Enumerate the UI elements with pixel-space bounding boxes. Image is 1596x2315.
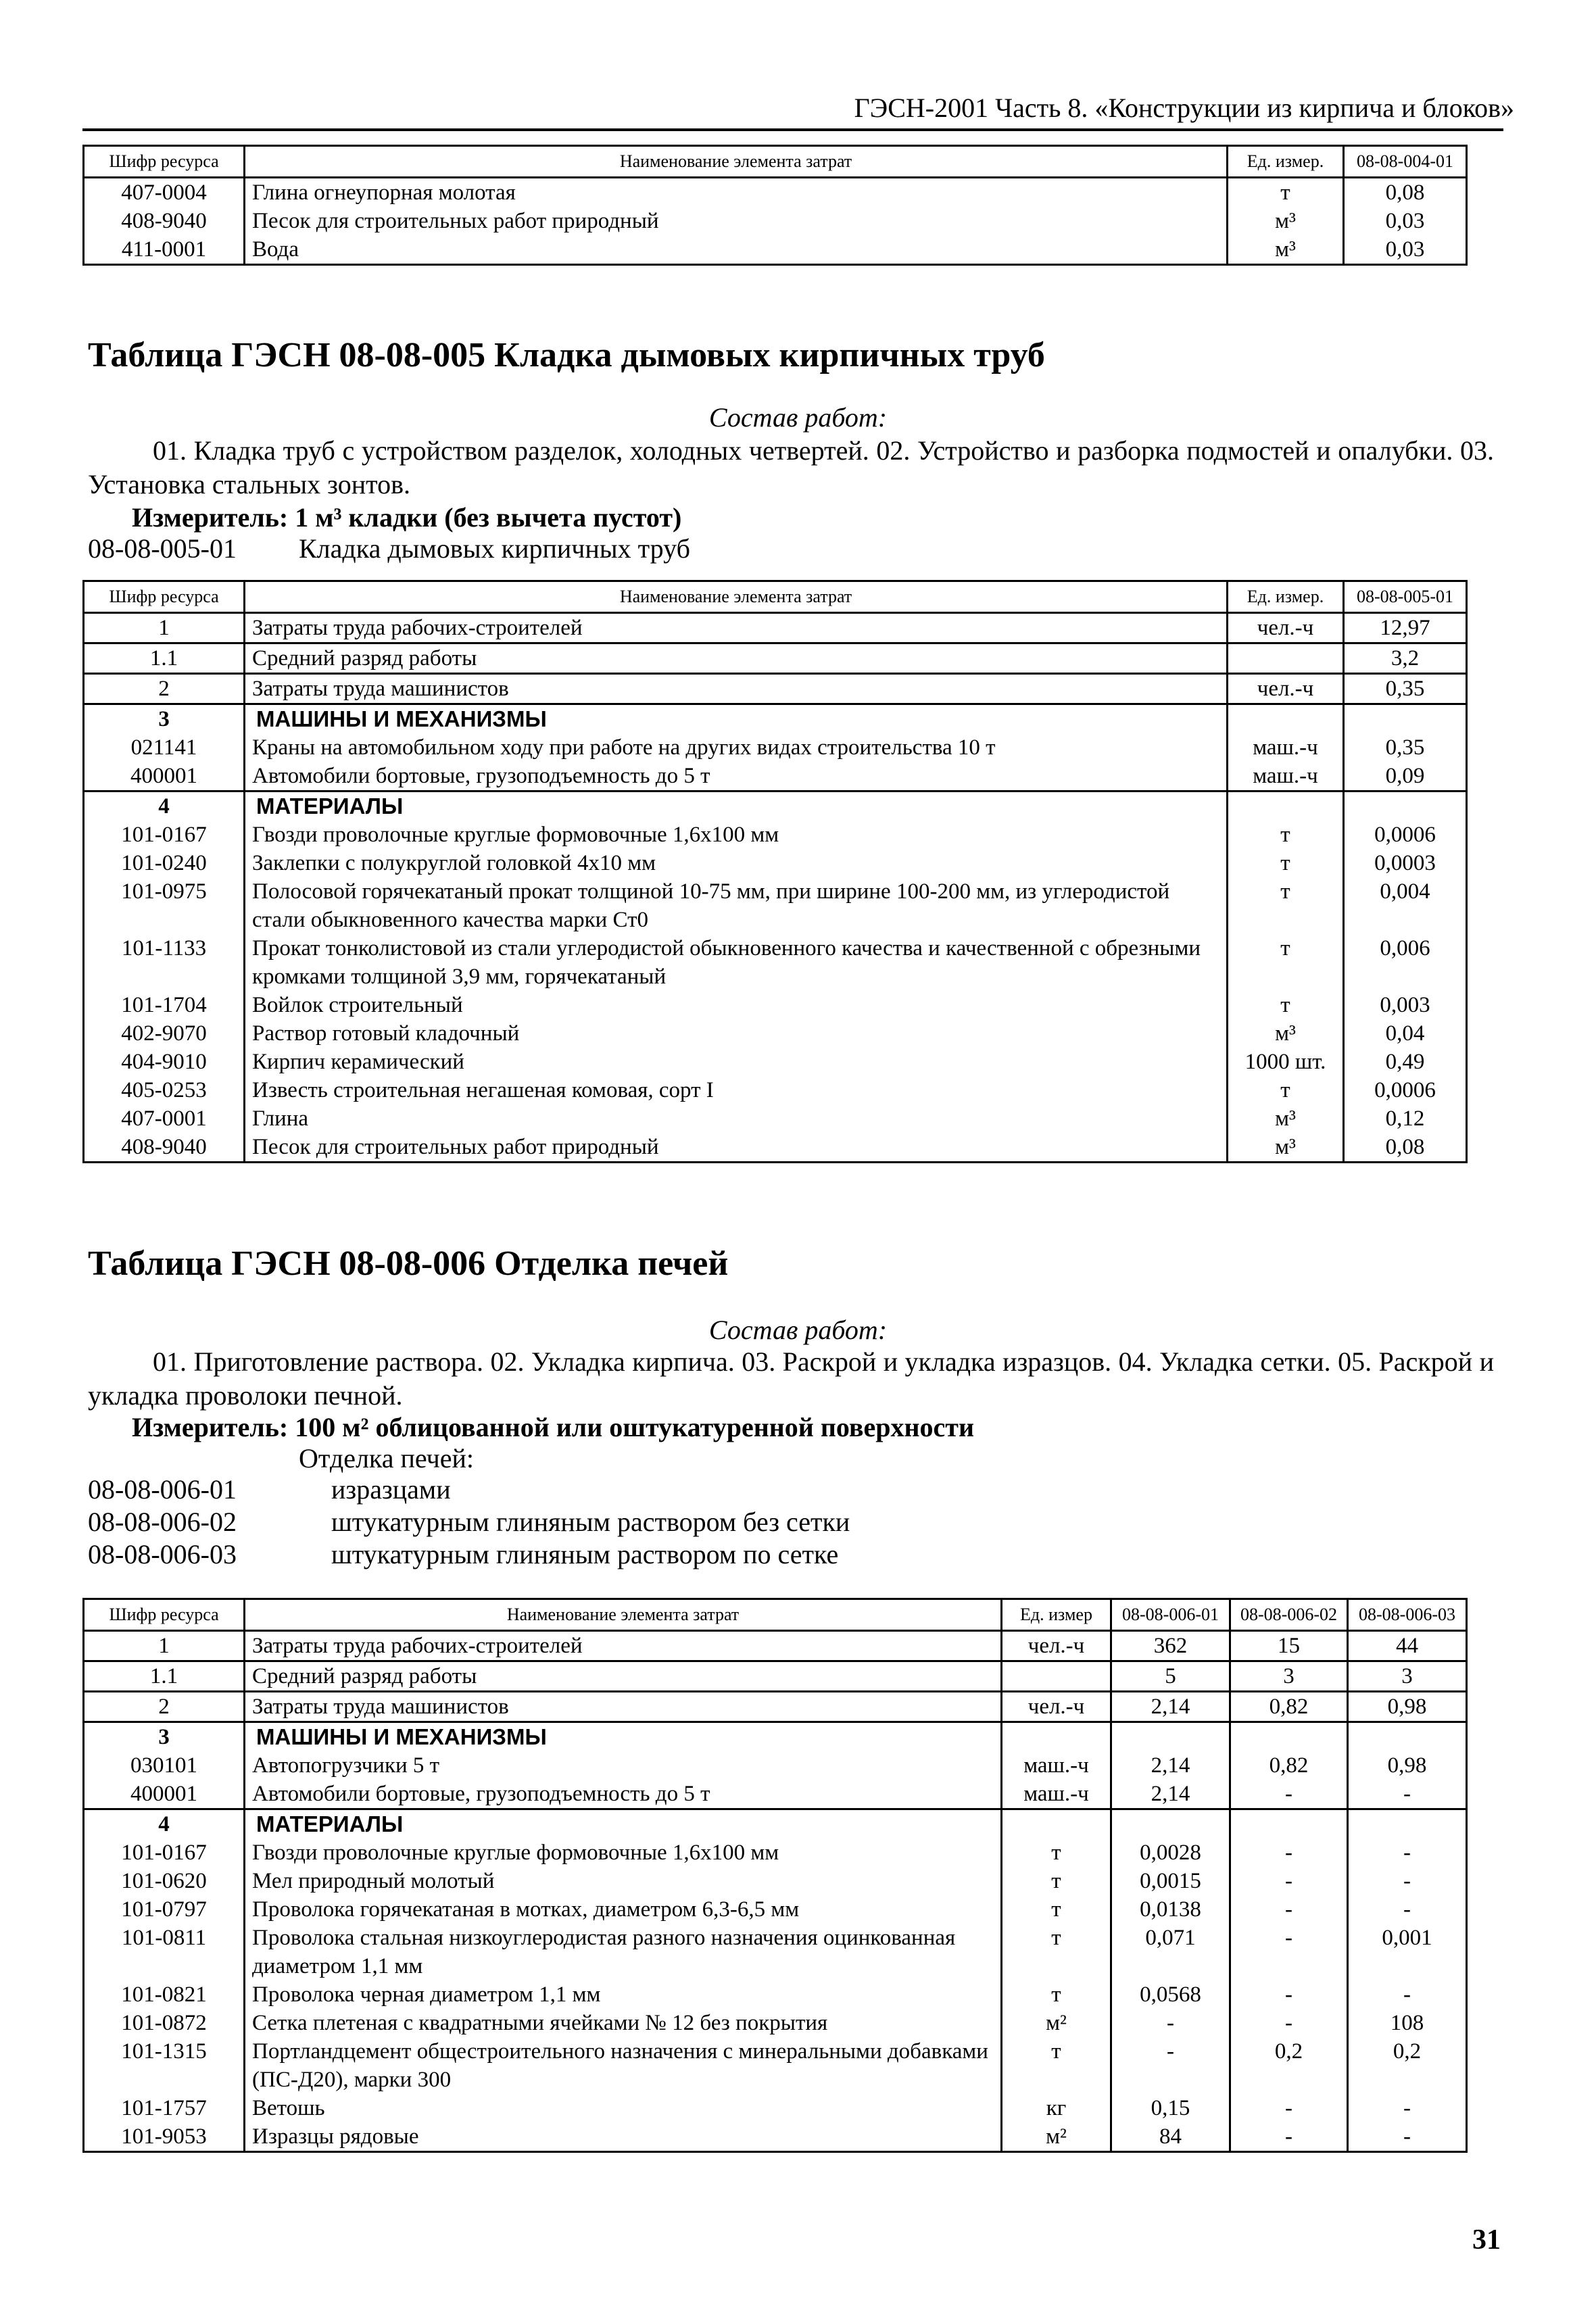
section-006-title: Таблица ГЭСН 08-08-006 Отделка печей — [88, 1244, 729, 1283]
norm-value-cell-1: 0,004 — [1344, 877, 1467, 934]
section-005-item-code: 08-08-005-01 — [88, 533, 237, 564]
resource-name-cell: Прокат тонколистовой из стали углеродистой обыкновенного качества и качественной с обрезными кромками толщиной 3,9 мм, горячекатаный — [245, 934, 1228, 991]
section-006-item-code-1: 08-08-006-01 — [88, 1474, 237, 1505]
norm-value-cell-3: - — [1348, 1895, 1467, 1924]
section-005-item-name: Кладка дымовых кирпичных труб — [299, 533, 690, 564]
norm-value-cell-3: - — [1348, 1867, 1467, 1895]
resource-code-cell: 101-0240 — [84, 849, 245, 877]
table-row — [84, 1631, 1467, 1661]
resource-name-cell: Затраты труда машинистов — [245, 674, 1228, 704]
unit-cell — [1002, 1661, 1111, 1692]
norm-value-cell-3 — [1348, 1809, 1467, 1839]
table-row — [84, 643, 1467, 674]
resource-name-cell: Автомобили бортовые, грузоподъемность до 5 т — [245, 1780, 1002, 1809]
norm-value-cell-2: 15 — [1230, 1631, 1348, 1661]
norm-value-cell-2: - — [1230, 1867, 1348, 1895]
resource-name-cell: МАШИНЫ И МЕХАНИЗМЫ — [245, 704, 1228, 734]
norm-value-cell-2: - — [1230, 1895, 1348, 1924]
norm-value-cell-1: 3,2 — [1344, 643, 1467, 674]
resource-name-cell: Вода — [245, 235, 1228, 265]
unit-cell: чел.-ч — [1228, 674, 1344, 704]
unit-cell — [1002, 1722, 1111, 1752]
unit-cell — [1228, 791, 1344, 821]
table-row — [84, 733, 1467, 762]
resource-code-cell: 3 — [84, 704, 245, 734]
resource-code-cell: 101-0167 — [84, 1838, 245, 1867]
table-row — [84, 2009, 1467, 2037]
resource-code-cell: 400001 — [84, 762, 245, 791]
page-number: 31 — [1472, 2224, 1501, 2256]
norm-value-cell-2: - — [1230, 2122, 1348, 2152]
norm-value-cell-3: - — [1348, 1980, 1467, 2009]
unit-cell: чел.-ч — [1002, 1631, 1111, 1661]
resource-code-cell: 101-0811 — [84, 1924, 245, 1980]
norm-value-cell-3: - — [1348, 2122, 1467, 2152]
table-header-row — [84, 581, 1467, 613]
resource-name-cell: Проволока черная диаметром 1,1 мм — [245, 1980, 1002, 2009]
unit-cell: т — [1002, 1895, 1111, 1924]
norm-value-cell-1: 0,08 — [1344, 1133, 1467, 1163]
resource-code-cell: 408-9040 — [84, 207, 245, 235]
section-row — [84, 791, 1467, 821]
unit-cell: м³ — [1228, 235, 1344, 265]
resource-code-cell: 407-0001 — [84, 1104, 245, 1133]
unit-cell: т — [1228, 849, 1344, 877]
norm-value-cell-3: - — [1348, 1838, 1467, 1867]
resource-name-cell: Глина огнеупорная молотая — [245, 178, 1228, 208]
norm-value-cell-2: - — [1230, 1838, 1348, 1867]
col-header-unit: Ед. измер. — [1228, 581, 1344, 613]
norm-value-cell-1: 0,08 — [1344, 178, 1467, 208]
table-row — [84, 207, 1467, 235]
unit-cell — [1228, 704, 1344, 734]
unit-cell — [1002, 1809, 1111, 1839]
col-header-norm-1: 08-08-006-01 — [1111, 1599, 1230, 1631]
norm-value-cell-3: - — [1348, 1780, 1467, 1809]
norm-value-cell-1: 0,0015 — [1111, 1867, 1230, 1895]
resource-code-cell: 405-0253 — [84, 1076, 245, 1104]
table-row — [84, 235, 1467, 265]
resource-name-cell: Заклепки с полукруглой головкой 4х10 мм — [245, 849, 1228, 877]
col-header-name: Наименование элемента затрат — [245, 1599, 1002, 1631]
resource-name-cell: Войлок строительный — [245, 991, 1228, 1019]
resource-name-cell: Гвозди проволочные круглые формовочные 1,6х100 мм — [245, 821, 1228, 849]
table-row — [84, 877, 1467, 934]
table-08-08-006 — [82, 1598, 1468, 2153]
resource-name-cell: Песок для строительных работ природный — [245, 207, 1228, 235]
section-006-subtitle: Отделка печей: — [299, 1443, 475, 1473]
norm-value-cell-2: - — [1230, 1780, 1348, 1809]
norm-value-cell-1: 0,0006 — [1344, 821, 1467, 849]
table-row — [84, 1104, 1467, 1133]
resource-code-cell: 101-1704 — [84, 991, 245, 1019]
col-header-unit: Ед. измер — [1002, 1599, 1111, 1631]
norm-value-cell-1 — [1344, 704, 1467, 734]
section-006-item-code-2: 08-08-006-02 — [88, 1507, 237, 1537]
table-row — [84, 1661, 1467, 1692]
unit-cell: м² — [1002, 2122, 1111, 2152]
unit-cell: м² — [1002, 2009, 1111, 2037]
norm-value-cell-1 — [1111, 1809, 1230, 1839]
resource-name-cell: Портландцемент общестроительного назначения с минеральными добавками (ПС-Д20), марки 300 — [245, 2037, 1002, 2094]
unit-cell: маш.-ч — [1228, 762, 1344, 791]
resource-name-cell: Песок для строительных работ природный — [245, 1133, 1228, 1163]
unit-cell: м³ — [1228, 207, 1344, 235]
norm-value-cell-3 — [1348, 1722, 1467, 1752]
norm-value-cell-1: 12,97 — [1344, 613, 1467, 643]
section-005-title: Таблица ГЭСН 08-08-005 Кладка дымовых кирпичных труб — [88, 336, 1045, 374]
table-row — [84, 1867, 1467, 1895]
resource-code-cell: 2 — [84, 674, 245, 704]
table-row — [84, 1692, 1467, 1722]
unit-cell: т — [1002, 1980, 1111, 2009]
unit-cell: т — [1002, 1924, 1111, 1980]
section-006-item-name-1: изразцами — [331, 1474, 451, 1505]
unit-cell: т — [1228, 877, 1344, 934]
unit-cell: маш.-ч — [1228, 733, 1344, 762]
resource-name-cell: Гвозди проволочные круглые формовочные 1,6х100 мм — [245, 1838, 1002, 1867]
unit-cell: т — [1002, 1867, 1111, 1895]
norm-value-cell-1: 362 — [1111, 1631, 1230, 1661]
resource-code-cell: 101-9053 — [84, 2122, 245, 2152]
norm-value-cell-1: 0,006 — [1344, 934, 1467, 991]
table-header-row — [84, 146, 1467, 178]
unit-cell: т — [1228, 821, 1344, 849]
resource-name-cell: МАТЕРИАЛЫ — [245, 791, 1228, 821]
resource-code-cell: 404-9010 — [84, 1048, 245, 1076]
norm-value-cell-3: 44 — [1348, 1631, 1467, 1661]
norm-value-cell-1: 0,12 — [1344, 1104, 1467, 1133]
unit-cell: м³ — [1228, 1133, 1344, 1163]
norm-value-cell-1: 0,03 — [1344, 235, 1467, 265]
norm-value-cell-2 — [1230, 1722, 1348, 1752]
resource-name-cell: Раствор готовый кладочный — [245, 1019, 1228, 1048]
section-006-meter: Измеритель: 100 м² облицованной или оштукатуренной поверхности — [132, 1412, 974, 1442]
col-header-code: Шифр ресурса — [84, 1599, 245, 1631]
norm-value-cell-2: - — [1230, 1980, 1348, 2009]
section-005-meter: Измеритель: 1 м³ кладки (без вычета пустот) — [132, 502, 682, 533]
resource-name-cell: МАТЕРИАЛЫ — [245, 1809, 1002, 1839]
table-row — [84, 991, 1467, 1019]
col-header-norm-2: 08-08-006-02 — [1230, 1599, 1348, 1631]
table-row — [84, 821, 1467, 849]
norm-value-cell-1: - — [1111, 2009, 1230, 2037]
col-header-name: Наименование элемента затрат — [245, 146, 1228, 178]
norm-value-cell-3: - — [1348, 2094, 1467, 2122]
norm-value-cell-1: 0,04 — [1344, 1019, 1467, 1048]
section-006-composition-label: Состав работ: — [708, 1315, 888, 1345]
table-row — [84, 934, 1467, 991]
norm-value-cell-2: - — [1230, 1924, 1348, 1980]
resource-name-cell: Средний разряд работы — [245, 643, 1228, 674]
resource-code-cell: 101-1133 — [84, 934, 245, 991]
unit-cell: маш.-ч — [1002, 1751, 1111, 1780]
resource-name-cell: Краны на автомобильном ходу при работе на других видах строительства 10 т — [245, 733, 1228, 762]
resource-code-cell: 1.1 — [84, 1661, 245, 1692]
norm-value-cell-2 — [1230, 1809, 1348, 1839]
resource-code-cell: 4 — [84, 1809, 245, 1839]
norm-value-cell-1: 0,09 — [1344, 762, 1467, 791]
table-row — [84, 674, 1467, 704]
unit-cell: чел.-ч — [1002, 1692, 1111, 1722]
table-row — [84, 1048, 1467, 1076]
section-006-item-name-3: штукатурным глиняным раствором по сетке — [331, 1539, 839, 1569]
norm-value-cell-1: 0,15 — [1111, 2094, 1230, 2122]
resource-code-cell: 407-0004 — [84, 178, 245, 208]
resource-name-cell: Известь строительная негашеная комовая, сорт I — [245, 1076, 1228, 1104]
norm-value-cell-2: 0,82 — [1230, 1751, 1348, 1780]
norm-value-cell-2: 0,2 — [1230, 2037, 1348, 2094]
unit-cell: т — [1228, 934, 1344, 991]
unit-cell: 1000 шт. — [1228, 1048, 1344, 1076]
resource-name-cell: Затраты труда рабочих-строителей — [245, 1631, 1002, 1661]
resource-code-cell: 1 — [84, 1631, 245, 1661]
resource-name-cell: МАШИНЫ И МЕХАНИЗМЫ — [245, 1722, 1002, 1752]
norm-value-cell-3: 0,001 — [1348, 1924, 1467, 1980]
table-row — [84, 1980, 1467, 2009]
table-row — [84, 1133, 1467, 1163]
unit-cell: т — [1228, 1076, 1344, 1104]
section-006-composition-text: 01. Приготовление раствора. 02. Укладка кирпича. 03. Раскрой и укладка изразцов. 04. Укладка сетки. 05. Раскрой и укладка проволоки печной. — [88, 1346, 1494, 1411]
table-08-08-005 — [82, 580, 1468, 1163]
norm-value-cell-1: 5 — [1111, 1661, 1230, 1692]
unit-cell: м³ — [1228, 1019, 1344, 1048]
norm-value-cell-1: 0,071 — [1111, 1924, 1230, 1980]
table-row — [84, 762, 1467, 791]
unit-cell: т — [1002, 1838, 1111, 1867]
norm-value-cell-3: 3 — [1348, 1661, 1467, 1692]
resource-name-cell: Изразцы рядовые — [245, 2122, 1002, 2152]
section-006-item-code-3: 08-08-006-03 — [88, 1539, 237, 1569]
norm-value-cell-1: 2,14 — [1111, 1692, 1230, 1722]
table-row — [84, 1895, 1467, 1924]
resource-code-cell: 101-0797 — [84, 1895, 245, 1924]
norm-value-cell-1: 0,03 — [1344, 207, 1467, 235]
unit-cell: т — [1228, 178, 1344, 208]
norm-value-cell-3: 108 — [1348, 2009, 1467, 2037]
table-row — [84, 613, 1467, 643]
resource-code-cell: 101-0975 — [84, 877, 245, 934]
resource-name-cell: Мел природный молотый — [245, 1867, 1002, 1895]
norm-value-cell-2: 3 — [1230, 1661, 1348, 1692]
norm-value-cell-1: 0,0568 — [1111, 1980, 1230, 2009]
section-row — [84, 1722, 1467, 1752]
norm-value-cell-1: 2,14 — [1111, 1780, 1230, 1809]
table-08-08-004-tail — [82, 145, 1468, 266]
resource-name-cell: Затраты труда машинистов — [245, 1692, 1002, 1722]
norm-value-cell-3: 0,98 — [1348, 1751, 1467, 1780]
resource-code-cell: 101-1315 — [84, 2037, 245, 2094]
table-row — [84, 1838, 1467, 1867]
resource-code-cell: 101-0821 — [84, 1980, 245, 2009]
norm-value-cell-1: 2,14 — [1111, 1751, 1230, 1780]
norm-value-cell-2: - — [1230, 2094, 1348, 2122]
section-006-item-name-2: штукатурным глиняным раствором без сетки — [331, 1507, 850, 1537]
resource-code-cell: 101-0167 — [84, 821, 245, 849]
resource-code-cell: 030101 — [84, 1751, 245, 1780]
resource-code-cell: 101-0620 — [84, 1867, 245, 1895]
resource-code-cell: 3 — [84, 1722, 245, 1752]
section-005-composition-label: Состав работ: — [708, 402, 888, 433]
norm-value-cell-2: 0,82 — [1230, 1692, 1348, 1722]
unit-cell: т — [1228, 991, 1344, 1019]
table-row — [84, 1019, 1467, 1048]
resource-code-cell: 400001 — [84, 1780, 245, 1809]
unit-cell: кг — [1002, 2094, 1111, 2122]
norm-value-cell-1 — [1111, 1722, 1230, 1752]
resource-name-cell: Проволока горячекатаная в мотках, диаметром 6,3-6,5 мм — [245, 1895, 1002, 1924]
section-row — [84, 1809, 1467, 1839]
resource-code-cell: 101-1757 — [84, 2094, 245, 2122]
table-row — [84, 2122, 1467, 2152]
norm-value-cell-1: 84 — [1111, 2122, 1230, 2152]
table-row — [84, 849, 1467, 877]
norm-value-cell-2: - — [1230, 2009, 1348, 2037]
table-header-row — [84, 1599, 1467, 1631]
col-header-unit: Ед. измер. — [1228, 146, 1344, 178]
col-header-norm-1: 08-08-004-01 — [1344, 146, 1467, 178]
section-row — [84, 704, 1467, 734]
norm-value-cell-1 — [1344, 791, 1467, 821]
resource-name-cell: Полосовой горячекатаный прокат толщиной 10-75 мм, при ширине 100-200 мм, из углеродистой стали обыкновенного качества марки Ст0 — [245, 877, 1228, 934]
resource-name-cell: Ветошь — [245, 2094, 1002, 2122]
resource-code-cell: 101-0872 — [84, 2009, 245, 2037]
resource-name-cell: Средний разряд работы — [245, 1661, 1002, 1692]
header-rule — [82, 128, 1503, 131]
norm-value-cell-3: 0,98 — [1348, 1692, 1467, 1722]
norm-value-cell-1: 0,35 — [1344, 674, 1467, 704]
norm-value-cell-1: 0,49 — [1344, 1048, 1467, 1076]
resource-code-cell: 4 — [84, 791, 245, 821]
table-row — [84, 1780, 1467, 1809]
norm-value-cell-1: - — [1111, 2037, 1230, 2094]
norm-value-cell-1: 0,35 — [1344, 733, 1467, 762]
norm-value-cell-1: 0,0003 — [1344, 849, 1467, 877]
resource-code-cell: 1.1 — [84, 643, 245, 674]
resource-name-cell: Автомобили бортовые, грузоподъемность до 5 т — [245, 762, 1228, 791]
unit-cell: м³ — [1228, 1104, 1344, 1133]
unit-cell: маш.-ч — [1002, 1780, 1111, 1809]
norm-value-cell-1: 0,003 — [1344, 991, 1467, 1019]
resource-code-cell: 411-0001 — [84, 235, 245, 265]
col-header-code: Шифр ресурса — [84, 581, 245, 613]
resource-name-cell: Кирпич керамический — [245, 1048, 1228, 1076]
norm-value-cell-1: 0,0138 — [1111, 1895, 1230, 1924]
resource-code-cell: 021141 — [84, 733, 245, 762]
section-005-composition-text: 01. Кладка труб с устройством разделок, холодных четвертей. 02. Устройство и разборка подмостей и опалубки. 03. Установка стальных зонтов. — [88, 435, 1494, 499]
resource-name-cell: Автопогрузчики 5 т — [245, 1751, 1002, 1780]
resource-name-cell: Глина — [245, 1104, 1228, 1133]
col-header-norm-3: 08-08-006-03 — [1348, 1599, 1467, 1631]
resource-name-cell: Проволока стальная низкоуглеродистая разного назначения оцинкованная диаметром 1,1 мм — [245, 1924, 1002, 1980]
col-header-code: Шифр ресурса — [84, 146, 245, 178]
running-head: ГЭСН-2001 Часть 8. «Конструкции из кирпича и блоков» — [854, 93, 1514, 123]
col-header-name: Наименование элемента затрат — [245, 581, 1228, 613]
unit-cell: чел.-ч — [1228, 613, 1344, 643]
resource-name-cell: Затраты труда рабочих-строителей — [245, 613, 1228, 643]
norm-value-cell-1: 0,0006 — [1344, 1076, 1467, 1104]
table-row — [84, 1924, 1467, 1980]
resource-code-cell: 402-9070 — [84, 1019, 245, 1048]
table-row — [84, 1076, 1467, 1104]
resource-code-cell: 2 — [84, 1692, 245, 1722]
table-row — [84, 2037, 1467, 2094]
norm-value-cell-3: 0,2 — [1348, 2037, 1467, 2094]
unit-cell — [1228, 643, 1344, 674]
resource-name-cell: Сетка плетеная с квадратными ячейками № 12 без покрытия — [245, 2009, 1002, 2037]
resource-code-cell: 1 — [84, 613, 245, 643]
table-row — [84, 1751, 1467, 1780]
resource-code-cell: 408-9040 — [84, 1133, 245, 1163]
col-header-norm-1: 08-08-005-01 — [1344, 581, 1467, 613]
table-row — [84, 178, 1467, 208]
table-row — [84, 2094, 1467, 2122]
norm-value-cell-1: 0,0028 — [1111, 1838, 1230, 1867]
unit-cell: т — [1002, 2037, 1111, 2094]
